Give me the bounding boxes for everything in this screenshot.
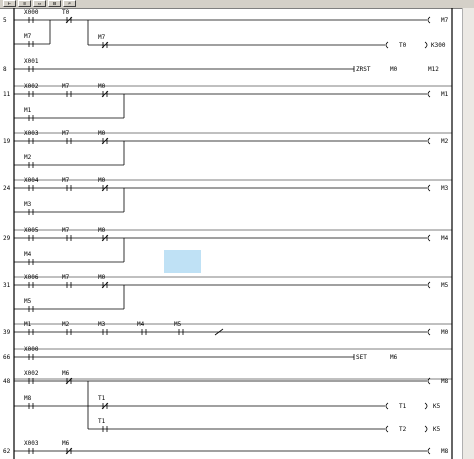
- coil-m5-open: [428, 282, 430, 288]
- instruction-arg: M6: [390, 354, 398, 361]
- contact-m7-label: M7: [62, 83, 70, 90]
- step-number: 8: [3, 66, 7, 73]
- branch-contact-m7-label: M7: [24, 33, 32, 40]
- step-number: 62: [3, 448, 11, 455]
- contact-x004-label: X004: [24, 177, 39, 184]
- contact-m0-label: M0: [98, 130, 106, 137]
- monitor-icon[interactable]: ▭: [33, 0, 46, 7]
- step-number: 5: [3, 17, 7, 24]
- contact-x000-label: X000: [24, 9, 39, 16]
- contact-m7-label: M7: [62, 227, 70, 234]
- coil-m0-label: M0: [441, 329, 449, 336]
- contact-m6-label: M6: [62, 440, 70, 447]
- branch-contact-m2-label: M2: [24, 154, 32, 161]
- contact-m0-label: M0: [98, 177, 106, 184]
- find-icon[interactable]: ⌕: [63, 0, 76, 7]
- step-number: 29: [3, 235, 11, 242]
- timer-setpoint: K300: [431, 42, 446, 49]
- contact-m0-label: M0: [98, 227, 106, 234]
- contact-t0-label: T0: [62, 9, 70, 16]
- branch-contact-m5-label: M5: [24, 298, 32, 305]
- coil-m3-open: [428, 185, 430, 191]
- contact-x000-label: X000: [24, 346, 39, 353]
- ladder-diagram: [0, 8, 462, 459]
- contact-x006-label: X006: [24, 274, 39, 281]
- instruction-arg: M12: [428, 66, 439, 73]
- coil-m3-label: M3: [441, 185, 449, 192]
- coil-m8-open: [428, 448, 430, 454]
- instruction-name: ZRST: [356, 66, 371, 73]
- coil-m2-label: M2: [441, 138, 449, 145]
- branch-contact-m3-label: M3: [24, 201, 32, 208]
- print-icon[interactable]: ⊟: [48, 0, 61, 7]
- coil-m1-open: [428, 91, 430, 97]
- timer-coil-t0-close: [425, 42, 427, 48]
- sub-contact-m8-label: M8: [24, 395, 32, 402]
- timer-coil-t1-label: T1: [399, 403, 407, 410]
- timer-coil-t2-open: [386, 426, 388, 432]
- timer-coil-t1-open: [386, 403, 388, 409]
- contact-x003-label: X003: [24, 130, 39, 137]
- coil-m1-label: M1: [441, 91, 449, 98]
- contact-x002-label: X002: [24, 370, 39, 377]
- instruction-name: SET: [356, 354, 367, 361]
- step-number: 66: [3, 354, 11, 361]
- coil-m7-open: [428, 17, 430, 23]
- timer-coil-t2-close: [425, 426, 427, 432]
- coil-m8-label: M8: [441, 378, 449, 385]
- vertical-scrollbar[interactable]: [462, 8, 474, 459]
- step-number: 24: [3, 185, 11, 192]
- contact-m3-label: M3: [98, 321, 106, 328]
- timer-setpoint: K5: [433, 403, 441, 410]
- contact-m7-label: M7: [62, 177, 70, 184]
- contact-m5-label: M5: [174, 321, 182, 328]
- step-number: 39: [3, 329, 11, 336]
- timer-setpoint: K5: [433, 426, 441, 433]
- timer-coil-t0-open: [386, 42, 388, 48]
- timer-coil-t2-label: T2: [399, 426, 407, 433]
- branch-contact-m1-label: M1: [24, 107, 32, 114]
- coil-m2-open: [428, 138, 430, 144]
- step-number: 11: [3, 91, 11, 98]
- step-number: 31: [3, 282, 11, 289]
- contact-m2-label: M2: [62, 321, 70, 328]
- contact-m1-label: M1: [24, 321, 32, 328]
- branch-contact-m4-label: M4: [24, 251, 32, 258]
- contact-m7-label: M7: [62, 130, 70, 137]
- contact-m0-label: M0: [98, 83, 106, 90]
- cell-cursor-selection: [164, 250, 201, 273]
- step-number: 48: [3, 378, 11, 385]
- sub2-contact-t1-label: T1: [98, 418, 106, 425]
- contact-m0-label: M0: [98, 274, 106, 281]
- coil-m4-label: M4: [441, 235, 449, 242]
- coil-m0-open: [428, 329, 430, 335]
- contact-x003-label: X003: [24, 440, 39, 447]
- instruction-arg: M0: [390, 66, 398, 73]
- sub-contact-t1-label: T1: [98, 395, 106, 402]
- timer-coil-t0-label: T0: [399, 42, 407, 49]
- coil-m8-label: M8: [441, 448, 449, 455]
- contact-m6-label: M6: [62, 370, 70, 377]
- contact-x005-label: X005: [24, 227, 39, 234]
- ladder-view-icon[interactable]: ⊢: [3, 0, 16, 7]
- coil-m5-label: M5: [441, 282, 449, 289]
- list-view-icon[interactable]: ≡: [18, 0, 31, 7]
- coil-m4-open: [428, 235, 430, 241]
- coil-m7-label: M7: [441, 17, 449, 24]
- contact-x001-label: X001: [24, 58, 39, 65]
- contact-m7-label: M7: [62, 274, 70, 281]
- contact-x002-label: X002: [24, 83, 39, 90]
- step-number: 19: [3, 138, 11, 145]
- sub-contact-m7-label: M7: [98, 34, 106, 41]
- contact-m4-label: M4: [137, 321, 145, 328]
- timer-coil-t1-close: [425, 403, 427, 409]
